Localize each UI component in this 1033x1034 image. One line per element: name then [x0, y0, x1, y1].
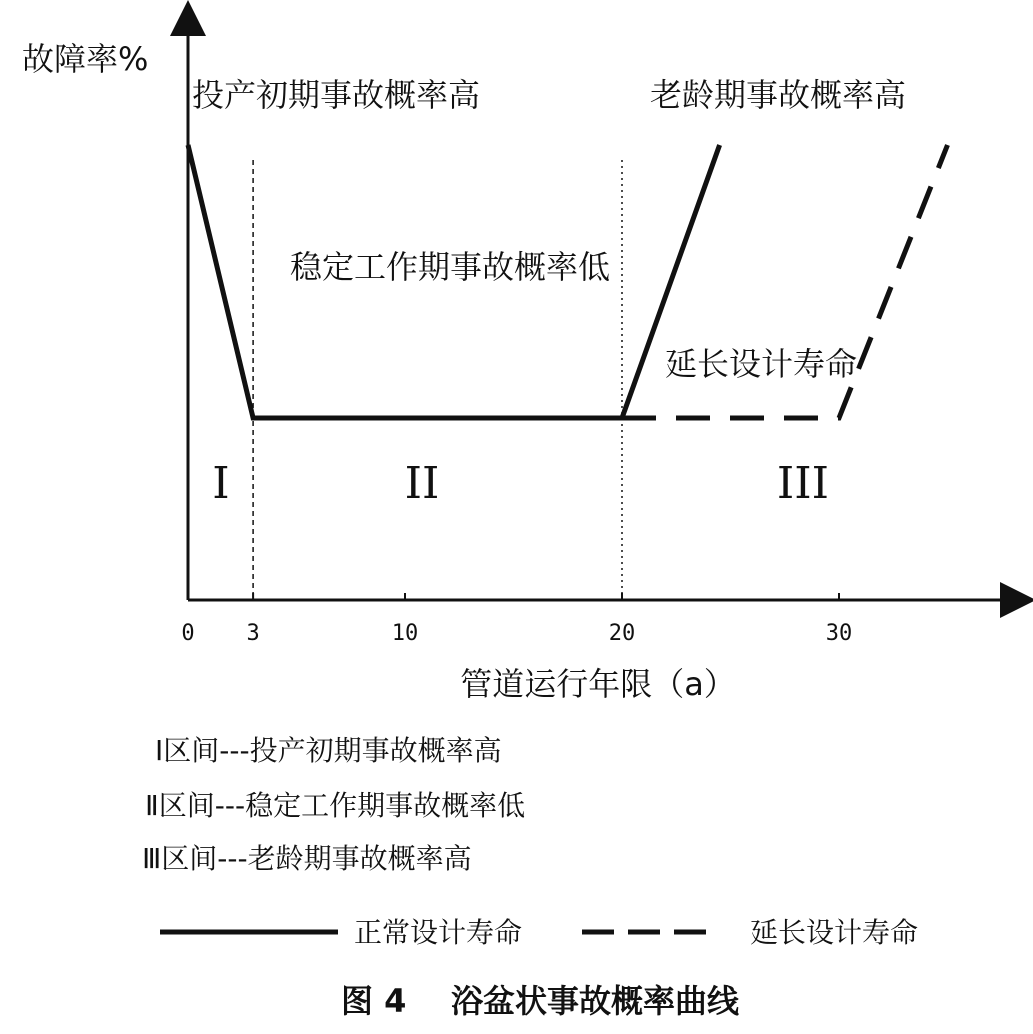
annotation-aging-failure: 老龄期事故概率高 — [650, 76, 907, 114]
x-tick-label-20: 20 — [608, 621, 636, 646]
legend-extended-life: 延长设计寿命 — [750, 916, 919, 949]
annotation-stable-period: 稳定工作期事故概率低 — [290, 248, 611, 286]
zone-label-2: II — [404, 458, 440, 509]
x-tick-label-30: 30 — [825, 621, 853, 646]
x-tick-label-3: 3 — [246, 621, 260, 646]
chart-marks — [181, 145, 947, 646]
zone-note-3: Ⅲ区间---老龄期事故概率高 — [142, 842, 472, 875]
x-tick-label-10: 10 — [391, 621, 419, 646]
legend-normal-life: 正常设计寿命 — [354, 916, 523, 949]
x-tick-label-0: 0 — [181, 621, 195, 646]
zone-label-3: III — [776, 458, 830, 509]
figure-caption: 图 4 浴盆状事故概率曲线 — [341, 982, 739, 1020]
x-axis-label: 管道运行年限（a） — [460, 665, 736, 703]
zone-label-1: I — [212, 458, 230, 509]
zone-note-2: Ⅱ区间---稳定工作期事故概率低 — [145, 789, 526, 822]
y-axis-label: 故障率% — [22, 40, 149, 78]
annotation-early-failure: 投产初期事故概率高 — [192, 76, 481, 114]
annotation-extended-life: 延长设计寿命 — [665, 345, 858, 383]
zone-note-1: Ⅰ区间---投产初期事故概率高 — [155, 734, 502, 767]
